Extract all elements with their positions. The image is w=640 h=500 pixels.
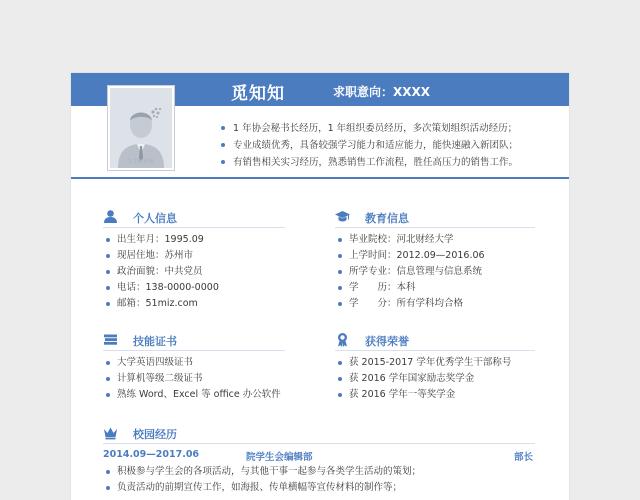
field-value: 苏州市	[164, 250, 194, 261]
field-label: 所学专业：	[349, 266, 397, 277]
section-title: 教育信息	[365, 212, 409, 225]
summary-item: 专业成绩优秀，具备较强学习能力和适应能力，能快速融入新团队；	[219, 137, 559, 154]
field-label: 政治面貌：	[117, 266, 165, 277]
personal-info-section	[103, 208, 285, 312]
section-title: 校园经历	[133, 428, 177, 441]
field-label: 邮箱：	[117, 298, 146, 309]
list-item: 获 2015-2017 学年优秀学生干部称号	[335, 355, 535, 371]
field-label: 学 历：	[349, 282, 397, 293]
list-item: 大学英语四级证书	[103, 355, 285, 371]
person-silhouette-icon	[110, 88, 172, 168]
education-section	[335, 208, 535, 312]
list-item	[335, 248, 535, 264]
section-title: 个人信息	[133, 212, 177, 225]
list-item	[335, 296, 535, 312]
field-value: 所有学科均合格	[396, 298, 464, 309]
field-value: 河北财经大学	[396, 234, 454, 245]
list-item	[103, 280, 285, 296]
resume-sheet	[70, 72, 570, 500]
person-icon	[103, 209, 118, 224]
field-value: 中共党员	[164, 266, 203, 277]
field-value: 本科	[396, 282, 416, 293]
list-item	[103, 296, 285, 312]
books-icon	[103, 332, 118, 347]
list-item: 获 2016 学年国家励志奖学金	[335, 371, 535, 387]
crown-icon	[103, 425, 118, 440]
experience-period: 2014.09—2017.06	[103, 449, 200, 460]
list-item: 计算机等级二级证书	[103, 371, 285, 387]
section-header	[335, 331, 535, 351]
list-item	[103, 232, 285, 248]
field-label: 学 分：	[349, 298, 397, 309]
section-title: 获得荣誉	[365, 335, 409, 348]
job-intent: 求职意向：XXXX	[333, 85, 431, 99]
list-item	[103, 264, 285, 280]
candidate-name: 觅知知	[231, 84, 285, 104]
field-label: 毕业院校：	[349, 234, 397, 245]
field-value: 1995.09	[164, 234, 204, 245]
skills-section	[103, 331, 285, 403]
list-item: 负责活动的前期宣传工作，如海报、传单横幅等宣传材料的制作等；	[103, 480, 535, 496]
honors-section	[335, 331, 535, 403]
photo-caption: 1寸职业照	[128, 159, 154, 165]
field-value: 51miz.com	[145, 298, 198, 309]
summary-item: 1 年协会秘书长经历，1 年组织委员经历，多次策划组织活动经历；	[219, 120, 559, 137]
list-item: 积极参与学生会的各项活动，与其他干事一起参与各类学生活动的策划；	[103, 464, 535, 480]
field-value: 138-0000-0000	[145, 282, 219, 293]
summary-list	[219, 120, 559, 171]
list-item	[335, 280, 535, 296]
experience-header	[103, 449, 535, 464]
section-header	[103, 208, 285, 228]
section-title: 技能证书	[133, 335, 177, 348]
profile-photo	[108, 86, 174, 170]
section-header	[103, 331, 285, 351]
experience-role: 部长	[513, 452, 533, 463]
list-item: 获 2016 学年一等奖学金	[335, 387, 535, 403]
field-value: 2012.09—2016.06	[396, 250, 485, 261]
field-value: 信息管理与信息系统	[396, 266, 483, 277]
graduation-cap-icon	[335, 209, 350, 224]
list-item	[335, 232, 535, 248]
experience-organization: 院学生会编辑部	[246, 452, 313, 463]
section-header	[335, 208, 535, 228]
summary-item: 有销售相关实习经历，熟悉销售工作流程，胜任高压力的销售工作。	[219, 154, 559, 171]
list-item	[335, 264, 535, 280]
header-divider	[71, 177, 570, 179]
field-label: 电话：	[117, 282, 146, 293]
list-item	[103, 248, 285, 264]
field-label: 上学时间：	[349, 250, 397, 261]
field-label: 出生年月：	[117, 234, 165, 245]
field-label: 现居住地：	[117, 250, 165, 261]
list-item: 熟练 Word、Excel 等 office 办公软件	[103, 387, 285, 403]
medal-icon	[335, 332, 350, 347]
section-header	[103, 424, 535, 444]
campus-experience-section	[103, 424, 535, 496]
